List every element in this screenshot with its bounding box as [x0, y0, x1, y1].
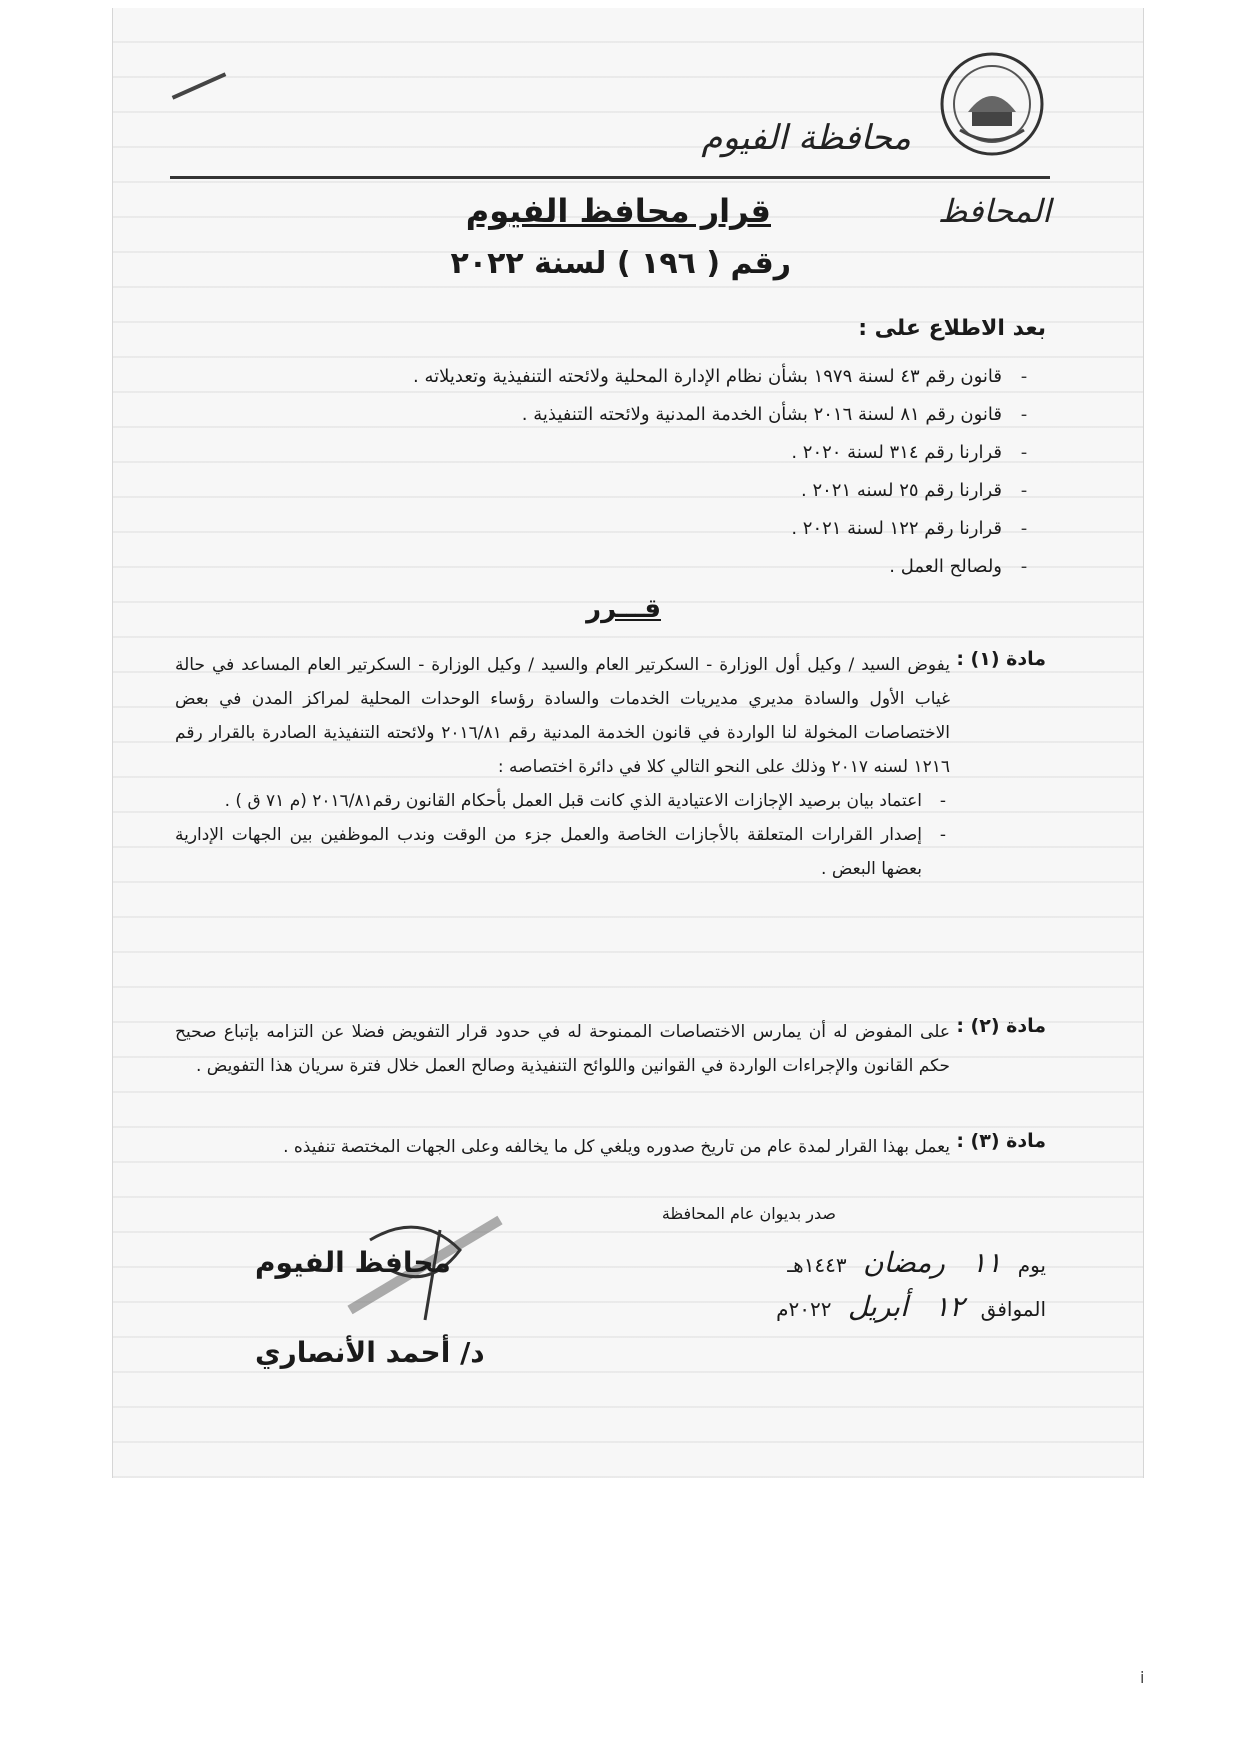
article-sub-item: - اعتماد بيان برصيد الإجازات الاعتيادية الذي كانت قبل العمل بأحكام القانون رقم٢٠١٦/٨١ (م ٧١ ق ) . [175, 784, 950, 818]
gregorian-date [776, 1290, 1046, 1323]
article-label: مادة (٣) : [956, 1130, 1046, 1152]
corner-mark: i [1140, 1668, 1145, 1687]
article-label: مادة (٢) : [956, 1015, 1046, 1037]
decree-title: قرار محافظ الفيوم [465, 192, 771, 230]
signer-name: د/ أحمد الأنصاري [255, 1336, 485, 1369]
article-text-block [175, 1015, 950, 1083]
hijri-month: رمضان [863, 1246, 945, 1279]
hijri-day: ١١ [971, 1246, 1002, 1279]
governorate-name: محافظة الفيوم [701, 118, 911, 158]
day-label: يوم [1017, 1253, 1046, 1277]
reference-item: - قانون رقم ٤٣ لسنة ١٩٧٩ بشأن نظام الإدارة المحلية ولائحته التنفيذية وتعديلاته . [266, 358, 1046, 396]
references-heading: بعد الاطلاع على : [858, 316, 1046, 341]
gregorian-label: الموافق [980, 1297, 1046, 1321]
article-sub-item: - إصدار القرارات المتعلقة بالأجازات الخاصة والعمل جزء من الوقت وندب الموظفين بين الجهات الإدارية بعضها البعض . [175, 818, 950, 886]
article-text: يفوض السيد / وكيل أول الوزارة - السكرتير العام والسيد / وكيل الوزارة - السكرتير العام المساعد في حالة غياب الأول والسادة مديري مديريات الخدمات والسادة رؤساء الوحدات المحلية لمراكز المدن في بعض الاختصاصات المخولة لنا الواردة في قانون الخدمة المدنية رقم ٢٠١٦/٨١ ولائحته التنفيذية الصادرة بالقرار رقم ١٢١٦ لسنه ٢٠١٧ وذلك على النحو التالي كلا في دائرة اختصاصه : [175, 655, 950, 777]
decree-number: رقم ( ١٩٦ ) لسنة ٢٠٢٢ [450, 246, 791, 281]
gregorian-day: ١٢ [934, 1290, 965, 1323]
article-text: على المفوض له أن يمارس الاختصاصات الممنوحة له في حدود قرار التفويض فضلا عن التزامه بإتباع صحيح حكم القانون والإجراءات الواردة في القوانين واللوائح التنفيذية وصالح العمل خلال فترة سريان هذا التفويض . [175, 1022, 950, 1076]
article-text: يعمل بهذا القرار لمدة عام من تاريخ صدوره ويلغي كل ما يخالفه وعلى الجهات المختصة تنفيذه . [283, 1137, 950, 1157]
reference-item: - قانون رقم ٨١ لسنة ٢٠١٦ بشأن الخدمة المدنية ولائحته التنفيذية . [266, 396, 1046, 434]
signer-title: محافظ الفيوم [255, 1246, 451, 1279]
gregorian-year: ٢٠٢٢م [776, 1297, 832, 1321]
reference-item: - ولصالح العمل . [266, 548, 1046, 586]
article-text-block [175, 1130, 950, 1164]
issued-at: صدر بديوان عام المحافظة [661, 1204, 836, 1223]
article-text-block [175, 648, 950, 886]
reference-item: - قرارنا رقم ١٢٢ لسنة ٢٠٢١ . [266, 510, 1046, 548]
decree-heading: قـــرر [586, 594, 661, 624]
governorate-seal-icon [938, 50, 1046, 158]
hijri-date [787, 1246, 1046, 1279]
references-list [266, 358, 1046, 586]
reference-item: - قرارنا رقم ٣١٤ لسنة ٢٠٢٠ . [266, 434, 1046, 472]
header-rule [170, 176, 1050, 179]
hijri-year: ١٤٤٣هـ [787, 1253, 847, 1277]
governor-label: المحافظ [937, 192, 1051, 230]
gregorian-month: أبريل [847, 1290, 908, 1323]
article-label: مادة (١) : [956, 648, 1046, 670]
reference-item: - قرارنا رقم ٢٥ لسنه ٢٠٢١ . [266, 472, 1046, 510]
